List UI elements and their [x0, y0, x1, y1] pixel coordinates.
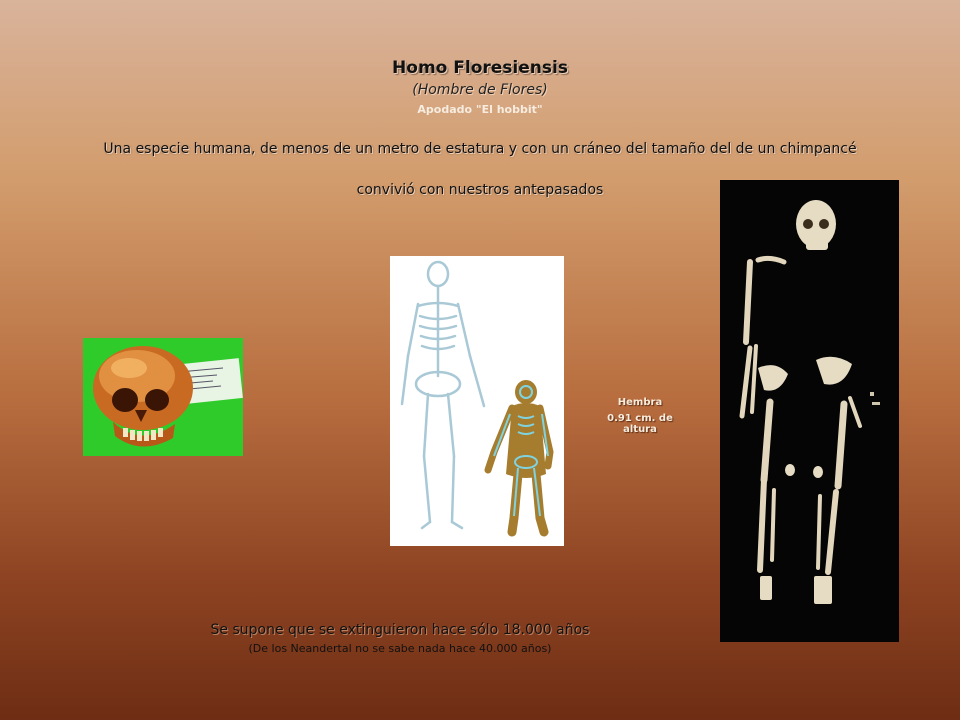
skull-photo	[83, 338, 243, 456]
description-line-2: convivió con nuestros antepasados	[356, 182, 604, 198]
skeleton-comparison-diagram	[390, 256, 564, 546]
slide-subtitle: (Hombre de Flores)	[412, 82, 548, 98]
description-line-1: Una especie humana, de menos de un metro de estatura y con un cráneo del tamaño del de un chimpancé	[103, 141, 857, 157]
slide-title: Homo Floresiensis	[392, 58, 568, 78]
extinction-text: Se supone que se extinguieron hace sólo 18.000 años	[210, 622, 590, 638]
nickname-text: Apodado "El hobbit"	[417, 103, 543, 116]
neanderthal-note: (De los Neandertal no se sabe nada hace 40.000 años)	[248, 642, 552, 655]
female-label: Hembra	[617, 397, 663, 408]
skeleton-photo	[720, 180, 899, 642]
height-label: 0.91 cm. de altura	[607, 413, 673, 435]
